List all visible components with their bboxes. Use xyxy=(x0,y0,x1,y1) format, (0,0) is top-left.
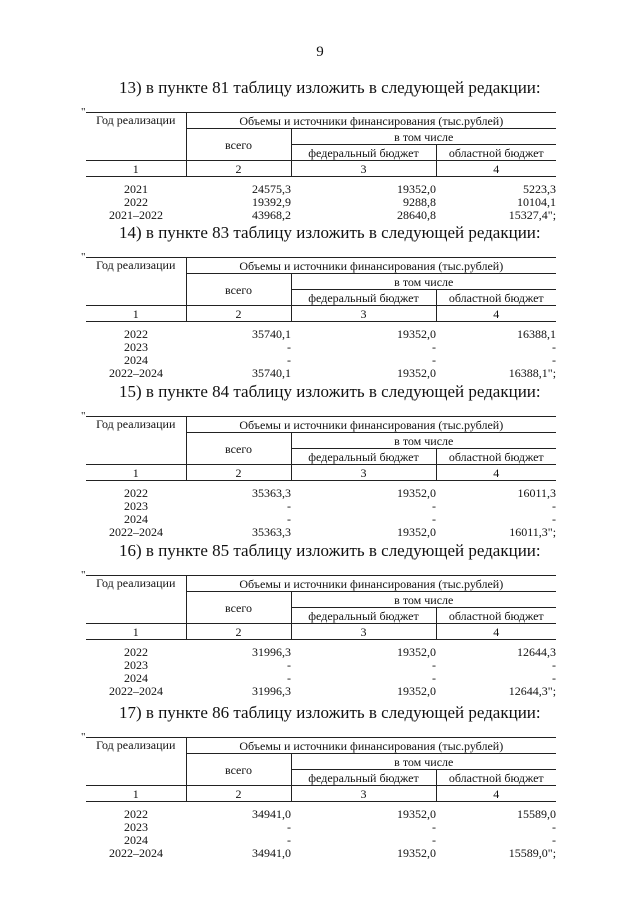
opening-quote: " xyxy=(81,106,86,118)
header-including: в том числе xyxy=(291,274,556,290)
cell-federal: 19352,0 xyxy=(397,846,436,860)
column-number: 3 xyxy=(291,786,436,802)
cell-year: 2021–2022 xyxy=(109,208,163,222)
header-volumes: Объемы и источники финансирования (тыс.рублей) xyxy=(186,113,556,129)
column-number: 3 xyxy=(291,465,436,481)
cell-federal: - xyxy=(432,820,436,834)
table-row xyxy=(86,481,556,501)
cell-year: 2023 xyxy=(124,340,148,354)
table-row xyxy=(86,341,556,354)
table-body xyxy=(86,322,556,381)
column-number: 4 xyxy=(436,306,556,322)
cell-regional: 10104,1 xyxy=(517,195,557,209)
table-row xyxy=(86,659,556,672)
header-federal: федеральный бюджет xyxy=(291,449,436,465)
cell-regional: - xyxy=(552,340,557,354)
table-row xyxy=(86,209,556,222)
header-total: всего xyxy=(186,129,291,161)
cell-federal: - xyxy=(432,499,436,513)
section-heading: 14) в пункте 83 таблицу изложить в следующей редакции: xyxy=(119,223,541,242)
table-row xyxy=(86,526,556,539)
header-including: в том числе xyxy=(291,592,556,608)
cell-federal: - xyxy=(432,340,436,354)
column-number: 3 xyxy=(291,306,436,322)
header-volumes: Объемы и источники финансирования (тыс.рублей) xyxy=(186,738,556,754)
table-row xyxy=(86,640,556,660)
page-number: 9 xyxy=(316,44,324,60)
column-number: 2 xyxy=(186,786,291,802)
cell-regional: 5223,3 xyxy=(523,182,557,196)
cell-regional: 15589,0 xyxy=(517,807,557,821)
cell-year: 2022–2024 xyxy=(109,366,163,380)
header-regional: областной бюджет xyxy=(436,290,556,306)
table-row xyxy=(86,177,556,197)
cell-year: 2022 xyxy=(124,327,148,341)
table-row xyxy=(86,500,556,513)
cell-federal: - xyxy=(432,658,436,672)
cell-year: 2024 xyxy=(124,353,148,367)
table-body xyxy=(86,640,556,699)
column-number: 1 xyxy=(86,786,186,802)
cell-regional: - xyxy=(552,833,557,847)
cell-federal: 19352,0 xyxy=(397,645,436,659)
cell-regional: 12644,3 xyxy=(517,645,557,659)
table-row xyxy=(86,685,556,698)
table-row xyxy=(86,847,556,860)
cell-regional: - xyxy=(552,353,557,367)
cell-regional: - xyxy=(552,671,557,685)
cell-regional: - xyxy=(552,512,557,526)
cell-total: 34941,0 xyxy=(252,807,291,821)
header-federal: федеральный бюджет xyxy=(291,608,436,624)
table-row xyxy=(86,821,556,834)
cell-year: 2023 xyxy=(124,820,148,834)
header-regional: областной бюджет xyxy=(436,608,556,624)
cell-regional: 12644,3"; xyxy=(508,684,557,698)
table-row xyxy=(86,367,556,380)
cell-year: 2022 xyxy=(124,486,148,500)
table-body xyxy=(86,802,556,861)
cell-regional: 16011,3 xyxy=(517,486,557,500)
cell-year: 2024 xyxy=(124,512,148,526)
section-heading: 17) в пункте 86 таблицу изложить в следующей редакции: xyxy=(119,703,541,722)
header-including: в том числе xyxy=(291,129,556,145)
header-including: в том числе xyxy=(291,433,556,449)
column-number: 2 xyxy=(186,624,291,640)
column-number: 1 xyxy=(86,465,186,481)
header-year: Год реализации xyxy=(86,576,186,624)
cell-federal: 19352,0 xyxy=(397,327,436,341)
column-number: 1 xyxy=(86,161,186,177)
cell-regional: 16388,1"; xyxy=(508,366,557,380)
cell-regional: - xyxy=(552,658,557,672)
column-number: 1 xyxy=(86,306,186,322)
cell-total: - xyxy=(287,353,291,367)
cell-total: 34941,0 xyxy=(252,846,291,860)
header-federal: федеральный бюджет xyxy=(291,770,436,786)
column-number: 2 xyxy=(186,306,291,322)
cell-year: 2023 xyxy=(124,658,148,672)
cell-total: 19392,9 xyxy=(252,195,291,209)
section-heading: 13) в пункте 81 таблицу изложить в следующей редакции: xyxy=(119,78,541,97)
column-number: 4 xyxy=(436,786,556,802)
column-number: 1 xyxy=(86,624,186,640)
cell-total: 31996,3 xyxy=(252,645,291,659)
cell-regional: - xyxy=(552,820,557,834)
cell-total: - xyxy=(287,833,291,847)
cell-federal: 19352,0 xyxy=(397,684,436,698)
opening-quote: " xyxy=(81,731,86,743)
table-row xyxy=(86,322,556,342)
column-number: 2 xyxy=(186,465,291,481)
financing-table xyxy=(86,257,556,380)
header-volumes: Объемы и источники финансирования (тыс.рублей) xyxy=(186,576,556,592)
opening-quote: " xyxy=(81,569,86,581)
cell-year: 2022–2024 xyxy=(109,684,163,698)
cell-total: 43968,2 xyxy=(252,208,291,222)
cell-regional: 16388,1 xyxy=(517,327,557,341)
header-year: Год реализации xyxy=(86,417,186,465)
column-number: 2 xyxy=(186,161,291,177)
cell-federal: - xyxy=(432,512,436,526)
column-number: 4 xyxy=(436,465,556,481)
cell-year: 2022–2024 xyxy=(109,846,163,860)
header-total: всего xyxy=(186,433,291,465)
table-body xyxy=(86,177,556,223)
cell-federal: 9288,8 xyxy=(403,195,436,209)
header-year: Год реализации xyxy=(86,738,186,786)
cell-total: - xyxy=(287,340,291,354)
cell-year: 2024 xyxy=(124,833,148,847)
cell-year: 2021 xyxy=(124,182,148,196)
cell-total: - xyxy=(287,499,291,513)
financing-table xyxy=(86,416,556,539)
cell-total: 35363,3 xyxy=(252,486,291,500)
cell-federal: - xyxy=(432,671,436,685)
column-number: 4 xyxy=(436,161,556,177)
cell-federal: 19352,0 xyxy=(397,182,436,196)
cell-total: - xyxy=(287,820,291,834)
opening-quote: " xyxy=(81,251,86,263)
cell-total: - xyxy=(287,512,291,526)
header-total: всего xyxy=(186,274,291,306)
header-federal: федеральный бюджет xyxy=(291,290,436,306)
cell-total: 31996,3 xyxy=(252,684,291,698)
column-number: 4 xyxy=(436,624,556,640)
financing-table xyxy=(86,737,556,860)
cell-year: 2024 xyxy=(124,671,148,685)
header-federal: федеральный бюджет xyxy=(291,145,436,161)
header-including: в том числе xyxy=(291,754,556,770)
header-total: всего xyxy=(186,754,291,786)
header-total: всего xyxy=(186,592,291,624)
section-heading: 15) в пункте 84 таблицу изложить в следующей редакции: xyxy=(119,382,541,401)
cell-total: 35363,3 xyxy=(252,525,291,539)
header-volumes: Объемы и источники финансирования (тыс.рублей) xyxy=(186,417,556,433)
header-year: Год реализации xyxy=(86,113,186,161)
cell-regional: 15589,0"; xyxy=(508,846,557,860)
cell-year: 2022 xyxy=(124,807,148,821)
cell-federal: 19352,0 xyxy=(397,366,436,380)
cell-federal: 19352,0 xyxy=(397,807,436,821)
cell-federal: - xyxy=(432,833,436,847)
header-regional: областной бюджет xyxy=(436,770,556,786)
cell-year: 2023 xyxy=(124,499,148,513)
cell-total: 35740,1 xyxy=(252,366,291,380)
cell-year: 2022 xyxy=(124,195,148,209)
cell-regional: 15327,4"; xyxy=(508,208,557,222)
section-heading: 16) в пункте 85 таблицу изложить в следующей редакции: xyxy=(119,541,541,560)
cell-federal: 28640,8 xyxy=(397,208,436,222)
cell-total: 35740,1 xyxy=(252,327,291,341)
cell-federal: 19352,0 xyxy=(397,486,436,500)
table-body xyxy=(86,481,556,540)
header-year: Год реализации xyxy=(86,258,186,306)
column-number: 3 xyxy=(291,624,436,640)
opening-quote: " xyxy=(81,410,86,422)
cell-federal: 19352,0 xyxy=(397,525,436,539)
financing-table xyxy=(86,112,556,222)
cell-regional: 16011,3"; xyxy=(509,525,557,539)
table-row xyxy=(86,802,556,822)
cell-year: 2022–2024 xyxy=(109,525,163,539)
cell-total: 24575,3 xyxy=(252,182,291,196)
cell-federal: - xyxy=(432,353,436,367)
header-volumes: Объемы и источники финансирования (тыс.рублей) xyxy=(186,258,556,274)
cell-total: - xyxy=(287,671,291,685)
cell-year: 2022 xyxy=(124,645,148,659)
financing-table xyxy=(86,575,556,698)
header-regional: областной бюджет xyxy=(436,145,556,161)
column-number: 3 xyxy=(291,161,436,177)
cell-total: - xyxy=(287,658,291,672)
cell-regional: - xyxy=(552,499,557,513)
header-regional: областной бюджет xyxy=(436,449,556,465)
